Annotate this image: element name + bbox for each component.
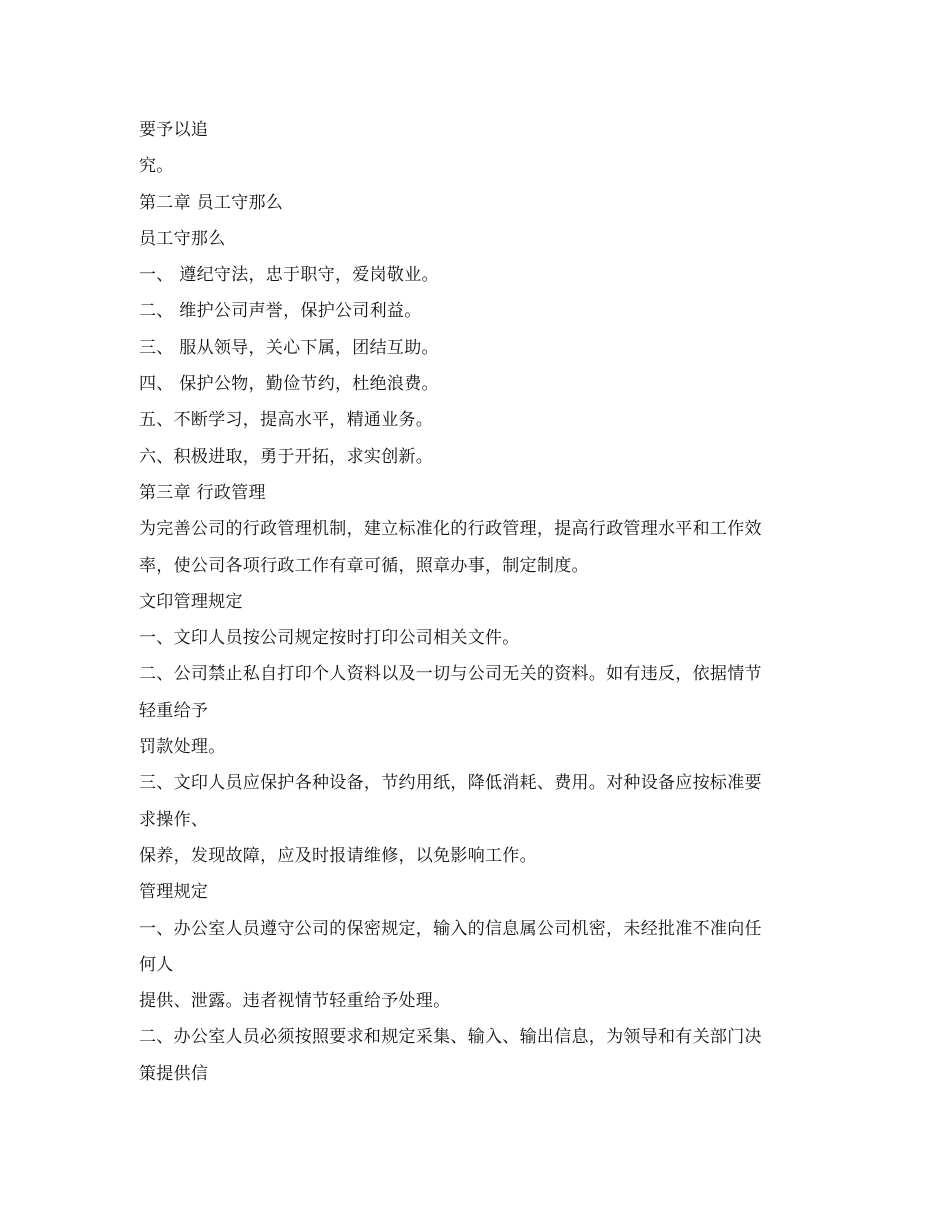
list-item: 五、不断学习，提高水平，精通业务。 (139, 410, 434, 431)
text-line: 要予以追 (139, 120, 209, 140)
list-item: 一、文印人员按公司规定按时打印公司相关文件。 (139, 628, 520, 649)
chapter-heading: 第三章 行政管理 (139, 482, 266, 503)
paragraph-line: 率，使公司各项行政工作有章可循，照章办事，制定制度。 (139, 555, 589, 576)
list-item-continuation: 保养，发现故障，应及时报请维修，以免影响工作。 (139, 845, 537, 866)
list-item: 三、文印人员应保护各种设备，节约用纸，降低消耗、费用。对种设备应按标准要 (139, 773, 762, 794)
list-item: 二、公司禁止私自打印个人资料以及一切与公司无关的资料。如有违反，依据情节 (139, 664, 762, 685)
list-item-continuation: 何人 (139, 954, 174, 975)
list-item: 二、 维护公司声誉，保护公司利益。 (139, 301, 422, 322)
list-item: 一、办公室人员遵守公司的保密规定，输入的信息属公司机密，未经批准不准向任 (139, 918, 762, 939)
text-line: 究。 (139, 156, 174, 177)
section-heading: 文印管理规定 (139, 591, 243, 612)
list-item-continuation: 罚款处理。 (139, 737, 226, 758)
list-item-continuation: 提供、泄露。违者视情节轻重给予处理。 (139, 991, 451, 1012)
chapter-heading: 第二章 员工守那么 (139, 192, 284, 213)
list-item: 三、 服从领导，关心下属，团结互助。 (139, 337, 439, 358)
paragraph-line: 为完善公司的行政管理机制，建立标准化的行政管理，提高行政管理水平和工作效 (139, 519, 762, 540)
section-heading: 管理规定 (139, 882, 209, 903)
section-heading: 员工守那么 (139, 228, 226, 249)
list-item: 四、 保护公物，勤俭节约，杜绝浪费。 (139, 374, 439, 395)
list-item-continuation: 轻重给予 (139, 700, 209, 721)
list-item: 二、办公室人员必须按照要求和规定采集、输入、输出信息，为领导和有关部门决 (139, 1027, 762, 1048)
list-item: 六、积极进取，勇于开拓，求实创新。 (139, 446, 434, 467)
document-body (139, 112, 815, 1092)
list-item-continuation: 策提供信 (139, 1063, 209, 1084)
list-item-continuation: 求操作、 (139, 809, 209, 830)
list-item: 一、 遵纪守法，忠于职守，爱岗敬业。 (139, 265, 439, 286)
